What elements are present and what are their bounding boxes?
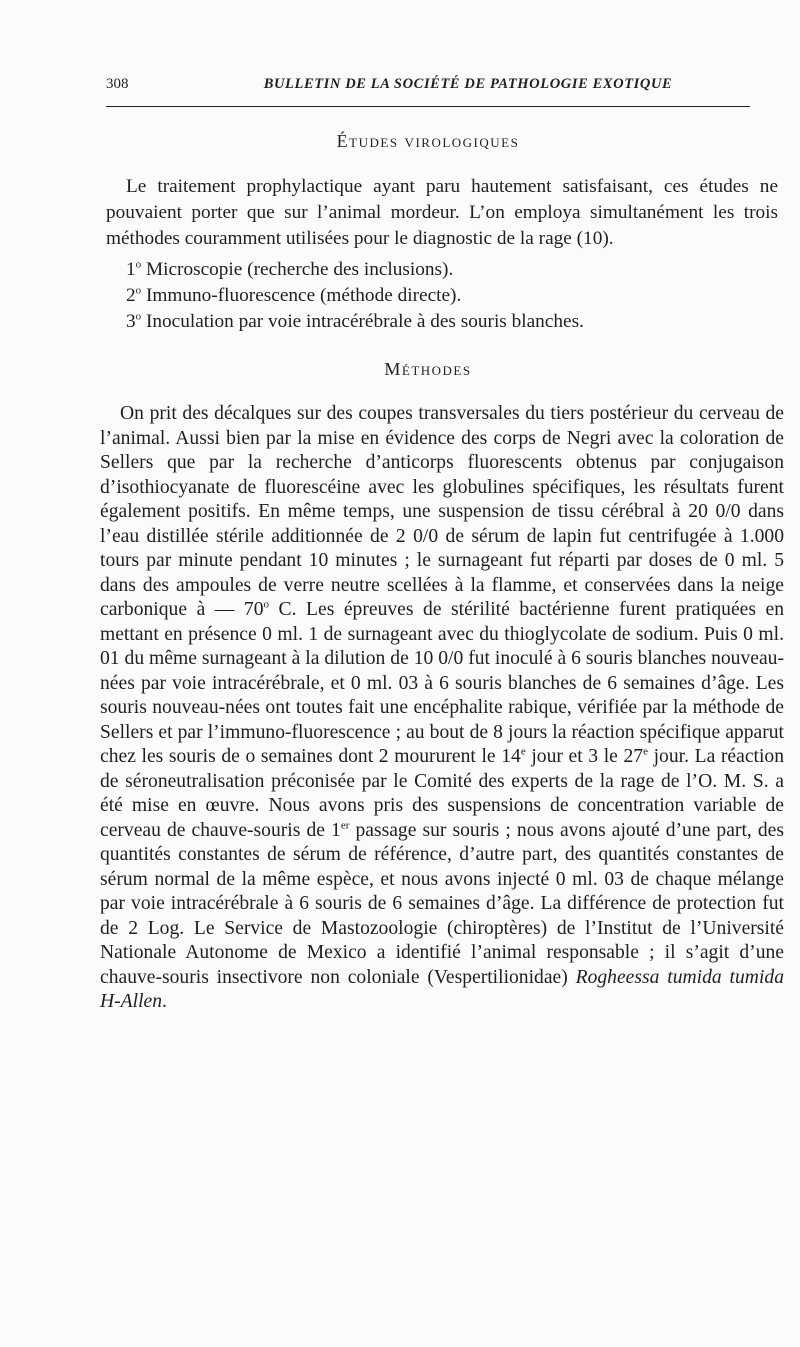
list-item-number: 2 [126,284,136,306]
methods-text-b: C. Les épreuves de stérilité bactérienne furent pratiquées en mettant en présence 0 ml. 1 de surnageant avec du thioglycolate de sodium. Puis 0 ml. 01 du même surnageant à la dilution de 10 0/0 fut inoculé à 6 souris blanches nouveau-nées par voie intracérébrale, et 0 ml. 03 à 6 souris blanches de 6 semaines d’âge. Les souris nouveau-nées ont toutes fait une encéphalite rabique, vérifiée par la méthode de Sellers et par l’immuno-fluorescence ; au bout de 8 jours la réaction spécifique apparut chez les souris de ο semaines dont 2 moururent le 14 [100,599,784,768]
ordinal-sup: e [520,745,526,758]
species-name: Rogheessa tumida tumida H-Allen [100,966,784,1013]
degree-sup: o [263,598,270,611]
methods-list [106,257,778,336]
intro-paragraph [106,174,778,253]
section-heading-methods: Méthodes [384,359,472,380]
list-item-ordinal: o [135,284,142,297]
list-item-text: Inoculation par voie intracérébrale à des souris blanches. [145,311,584,333]
methods-text-e: passage sur souris ; nous avons ajouté d’une part, des quantités constantes de sérum de référence, d’autre part, des quantités constantes de sérum normal de la même espèce, et nous avons injecté 0 ml. 03 de chaque mélange par voie intracérébrale à 6 souris de 6 semaines d’âge. La différence de protection fut de 2 Log. Le Service de Mastozoologie (chiroptères) de l’Institut de l’Université Nationale Autonome de Mexico a identifié l’animal responsable ; il s’agit d’une chauve-souris insectivore non coloniale (Vespertilionidae) [100,819,784,988]
ordinal-sup: er [340,819,350,832]
document-page [100,76,785,1015]
list-item [106,257,778,283]
list-item [106,309,778,335]
list-item-ordinal: o [135,258,142,271]
header-rule [106,106,750,107]
page-number: 308 [106,76,129,92]
methods-text-d: jour. La réaction de séroneutralisation préconisée par le Comité des experts de la rage de l’O. M. S. a été mise en œuvre. Nous avons pris des suspensions de concentration variable de cerveau de chauve-souris de 1 [100,746,785,841]
list-item-number: 1 [126,258,136,280]
list-item-text: Microscopie (recherche des inclusions). [145,258,454,280]
methods-text-c: jour et 3 le 27 [525,746,644,768]
section-heading-virological-studies: Études virologiques [336,131,520,151]
list-item-ordinal: o [135,310,142,323]
running-title: BULLETIN DE LA SOCIÉTÉ DE PATHOLOGIE EXOTIQUE [263,76,673,92]
methods-text-a: On prit des décalques sur des coupes transversales du tiers postérieur du cerveau de l’animal. Aussi bien par la mise en évidence des corps de Negri avec la coloration de Sellers que par la recherche d’anticorps fluorescents obtenus par conjugaison d’isothiocyanate de fluorescéine avec les globulines spécifiques, les résultats furent également positifs. En même temps, une suspension de tissu cérébral à 20 0/0 dans l’eau distillée stérile additionnée de 2 0/0 de sérum de lapin fut centrifugée à 1.000 tours par minute pendant 10 minutes ; le surnageant fut réparti par doses de 0 ml. 5 dans des ampoules de verre neutre scellées à la flamme, et conservées dans la neige carbonique à — 70 [100,403,784,621]
ordinal-sup: e [643,745,648,758]
list-item [106,283,778,309]
final-period: . [162,991,167,1013]
intro-paragraph-text: Le traitement prophylactique ayant paru hautement satisfaisant, ces études ne pouvaient porter que sur l’animal mordeur. L’on employa simultanément les trois méthodes couramment utilisées pour le diagnostic de la rage (10). [106,176,778,250]
list-item-number: 3 [126,311,136,333]
methods-paragraph [100,402,784,1015]
list-item-text: Immuno-fluorescence (méthode directe). [145,284,462,306]
page-header [106,76,778,104]
